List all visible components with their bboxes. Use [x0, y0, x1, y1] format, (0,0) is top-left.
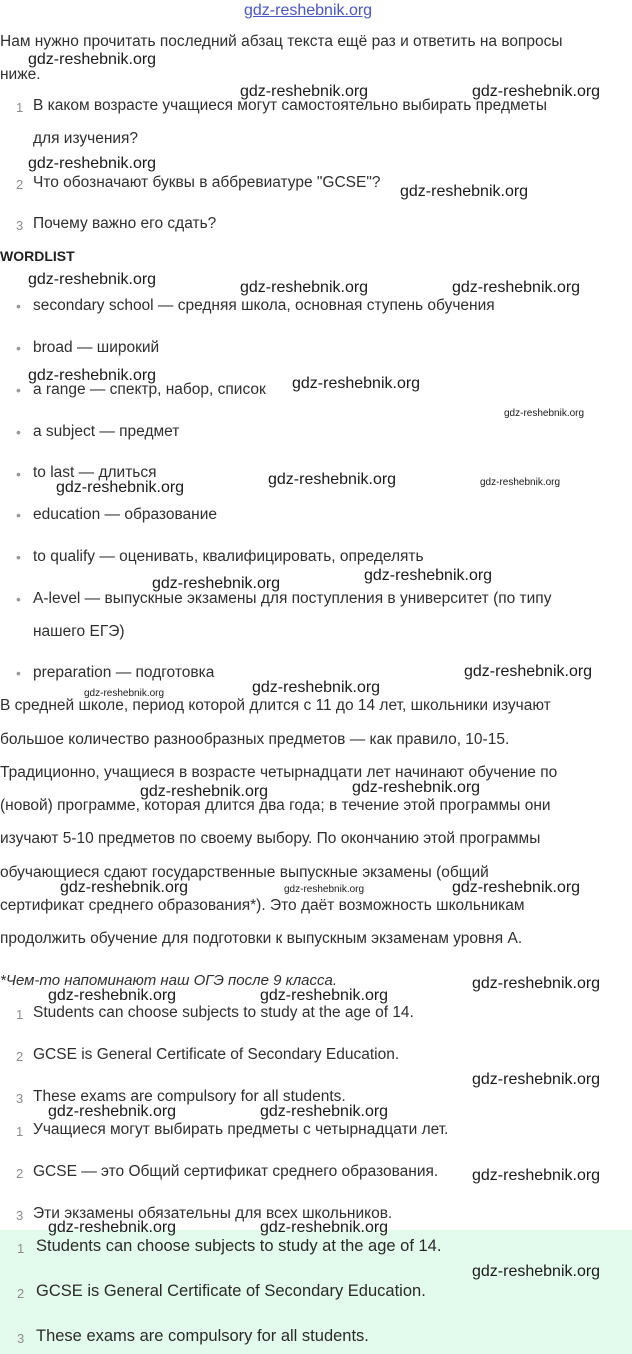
watermark: gdz-reshebnik.org: [352, 779, 481, 796]
bullet-icon: •: [16, 507, 21, 523]
watermark: gdz-reshebnik.org: [48, 1103, 177, 1120]
translation-line: сертификат среднего образования*). Это даёт возможность школьникам: [0, 897, 525, 914]
footnote: *Чем-то напоминают наш ОГЭ после 9 класса.: [0, 972, 338, 989]
watermark: gdz-reshebnik.org: [284, 884, 365, 895]
intro-line-2: ниже.: [0, 66, 41, 83]
translation-line: Традиционно, учащиеся в возрасте четырнадцати лет начинают обучение по: [0, 764, 558, 781]
answer-en-1: Students can choose subjects to study at the age of 14.: [33, 1004, 414, 1021]
wordlist-item: education — образование: [33, 506, 217, 523]
translation-line: В средней школе, период которой длится с 11 до 14 лет, школьники изучают: [0, 697, 551, 714]
watermark: gdz-reshebnik.org: [472, 83, 601, 100]
answer-en-3: These exams are compulsory for all students.: [33, 1088, 346, 1105]
answer-ru-2-number: 2: [16, 1166, 24, 1181]
watermark: gdz-reshebnik.org: [28, 51, 157, 68]
watermark: gdz-reshebnik.org: [252, 679, 381, 696]
wordlist-heading: WORDLIST: [0, 248, 75, 264]
watermark: gdz-reshebnik.org: [260, 1219, 389, 1236]
answer-en-3-number: 3: [16, 1091, 24, 1106]
question-3-number: 3: [16, 218, 24, 233]
translation-line: обучающиеся сдают государственные выпускные экзамены (общий: [0, 864, 489, 881]
watermark: gdz-reshebnik.org: [260, 1103, 389, 1120]
wordlist-item-continuation: нашего ЕГЭ): [33, 623, 125, 640]
watermark: gdz-reshebnik.org: [84, 688, 165, 699]
watermark: gdz-reshebnik.org: [364, 567, 493, 584]
watermark: gdz-reshebnik.org: [28, 271, 157, 288]
translation-line: большое количество разнообразных предметов — как правило, 10-15.: [0, 731, 510, 748]
watermark: gdz-reshebnik.org: [28, 155, 157, 172]
bullet-icon: •: [16, 340, 21, 356]
wordlist-item: to last — длиться: [33, 464, 157, 481]
wordlist-item: a subject — предмет: [33, 423, 180, 440]
final-answer-3: These exams are compulsory for all students.: [36, 1327, 369, 1345]
wordlist-item: A-level — выпускные экзамены для поступления в университет (по типу: [33, 590, 552, 607]
watermark: gdz-reshebnik.org: [48, 987, 177, 1004]
watermark: gdz-reshebnik.org: [472, 975, 601, 992]
final-answer-1: Students can choose subjects to study at the age of 14.: [36, 1237, 442, 1255]
bullet-icon: •: [16, 591, 21, 607]
watermark: gdz-reshebnik.org: [268, 471, 397, 488]
wordlist-item: secondary school — средняя школа, основная ступень обучения: [33, 297, 495, 314]
bullet-icon: •: [16, 424, 21, 440]
watermark: gdz-reshebnik.org: [400, 183, 529, 200]
watermark: gdz-reshebnik.org: [472, 1071, 601, 1088]
answer-ru-2: GCSE — это Общий сертификат среднего образования.: [33, 1163, 439, 1180]
wordlist-item: a range — спектр, набор, список: [33, 381, 266, 398]
watermark: gdz-reshebnik.org: [292, 375, 421, 392]
question-1-line-2: для изучения?: [33, 130, 139, 147]
answer-ru-3: Эти экзамены обязательны для всех школьников.: [33, 1205, 393, 1222]
question-2-text: Что обозначают буквы в аббревиатуре "GCSE"?: [33, 174, 381, 191]
watermark: gdz-reshebnik.org: [260, 987, 389, 1004]
watermark: gdz-reshebnik.org: [60, 879, 189, 896]
answer-ru-1-number: 1: [16, 1124, 24, 1139]
watermark: gdz-reshebnik.org: [504, 408, 585, 419]
watermark: gdz-reshebnik.org: [452, 879, 581, 896]
question-2-number: 2: [16, 177, 24, 192]
watermark: gdz-reshebnik.org: [48, 1219, 177, 1236]
bullet-icon: •: [16, 665, 21, 681]
watermark: gdz-reshebnik.org: [140, 783, 269, 800]
answer-ru-1: Учащиеся могут выбирать предметы с четырнадцати лет.: [33, 1121, 449, 1138]
bullet-icon: •: [16, 549, 21, 565]
wordlist-item: preparation — подготовка: [33, 664, 215, 681]
question-1-number: 1: [16, 100, 24, 115]
final-answer-2-number: 2: [17, 1286, 25, 1301]
site-header-link[interactable]: gdz-reshebnik.org: [244, 2, 373, 19]
answer-en-2-number: 2: [16, 1049, 24, 1064]
bullet-icon: •: [16, 298, 21, 314]
answer-ru-3-number: 3: [16, 1208, 24, 1223]
watermark: gdz-reshebnik.org: [28, 367, 157, 384]
watermark: gdz-reshebnik.org: [240, 279, 369, 296]
answer-en-2: GCSE is General Certificate of Secondary Education.: [33, 1046, 400, 1063]
bullet-icon: •: [16, 382, 21, 398]
final-answer-3-number: 3: [17, 1331, 25, 1346]
translation-line: изучают 5-10 предметов по своему выбору. По окончанию этой программы: [0, 830, 541, 847]
watermark: gdz-reshebnik.org: [240, 83, 369, 100]
watermark: gdz-reshebnik.org: [472, 1263, 601, 1280]
watermark: gdz-reshebnik.org: [452, 279, 581, 296]
answer-en-1-number: 1: [16, 1007, 24, 1022]
watermark: gdz-reshebnik.org: [472, 1167, 601, 1184]
watermark: gdz-reshebnik.org: [152, 575, 281, 592]
wordlist-item: broad — широкий: [33, 339, 160, 356]
final-answer-1-number: 1: [17, 1241, 25, 1256]
watermark: gdz-reshebnik.org: [56, 479, 185, 496]
intro-line-1: Нам нужно прочитать последний абзац текста ещё раз и ответить на вопросы: [0, 33, 563, 50]
bullet-icon: •: [16, 466, 21, 482]
final-answer-2: GCSE is General Certificate of Secondary Education.: [36, 1282, 426, 1300]
translation-line: (новой) программе, которая длится два года; в течение этой программы они: [0, 797, 551, 814]
question-1-line-1: В каком возрасте учащиеся могут самостоятельно выбирать предметы: [33, 97, 547, 114]
question-3-text: Почему важно его сдать?: [33, 215, 217, 232]
wordlist-item: to qualify — оценивать, квалифицировать, определять: [33, 548, 424, 565]
watermark: gdz-reshebnik.org: [480, 477, 561, 488]
translation-line: продолжить обучение для подготовки к выпускным экзаменам уровня A.: [0, 930, 523, 947]
watermark: gdz-reshebnik.org: [464, 663, 593, 680]
